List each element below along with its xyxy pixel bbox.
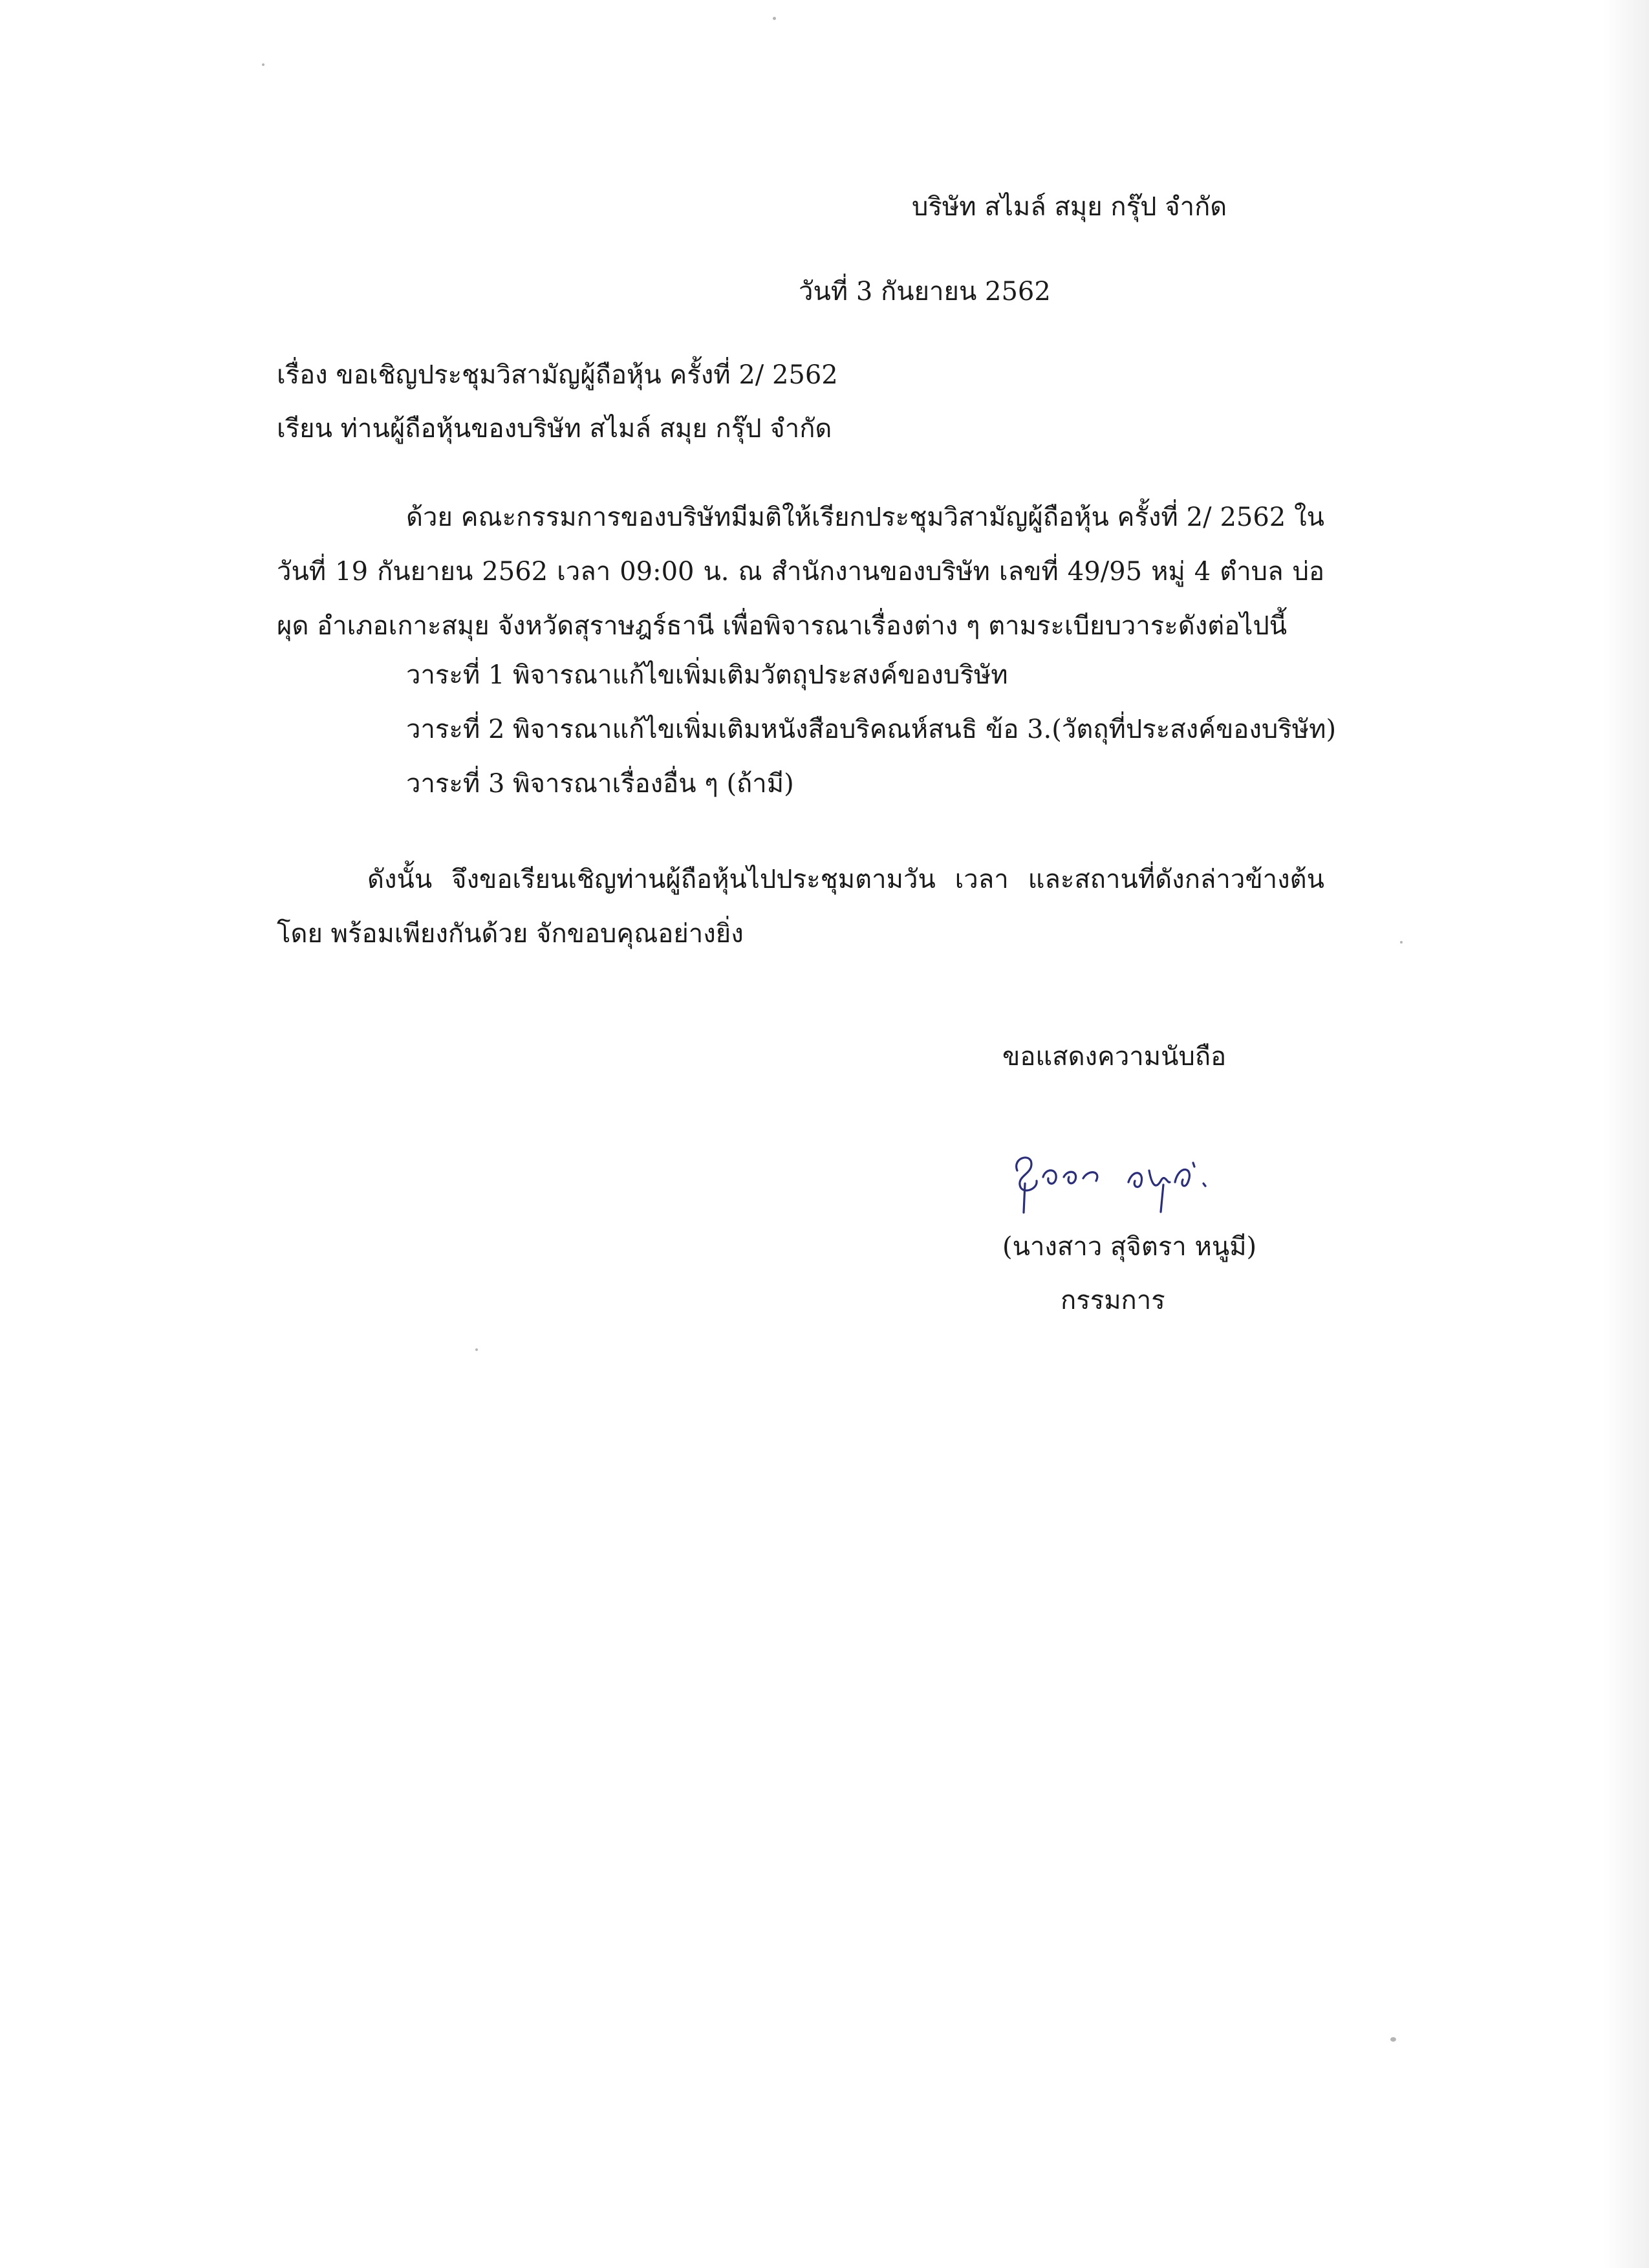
closing-salutation: ขอแสดงความนับถือ — [1002, 1042, 1227, 1072]
scan-speck — [475, 1348, 478, 1351]
letter-subject: เรื่อง ขอเชิญประชุมวิสามัญผู้ถือหุ้น ครั้งที่ 2/ 2562 — [277, 360, 838, 390]
agenda-item-3: วาระที่ 3 พิจารณาเรื่องอื่น ๆ (ถ้ามี) — [406, 769, 794, 799]
body-paragraph: ด้วย คณะกรรมการของบริษัทมีมติให้เรียกประชุมวิสามัญผู้ถือหุ้น ครั้งที่ 2/ 2562 ใน วันที่ 19 กันยายน 2562 เวลา 09:00 น. ณ สำนักงานของบริษัท เลขที่ 49/95 หมู่ 4 ตำบล บ่อผุด อำเภอเกาะสมุย จังหวัดสุราษฎร์ธานี เพื่อพิจารณาเรื่องต่าง ๆ ตามระเบียบวาระดังต่อไปนี้ — [277, 502, 1324, 641]
scan-speck — [1390, 2037, 1396, 2042]
scan-speck — [1400, 941, 1403, 944]
scan-speck — [773, 17, 776, 20]
letter-date: วันที่ 3 กันยายน 2562 — [799, 277, 1051, 307]
scan-edge-shadow — [1604, 0, 1649, 2268]
agenda-item-2: วาระที่ 2 พิจารณาแก้ไขเพิ่มเติมหนังสือบริคณห์สนธิ ข้อ 3.(วัตถุที่ประสงค์ของบริษัท) — [406, 715, 1337, 744]
invitation-paragraph: ดังนั้น จึงขอเรียนเชิญท่านผู้ถือหุ้นไปประชุมตามวัน เวลา และสถานที่ดังกล่าวข้างต้นโดย พร้อมเพียงกันด้วย จักขอบคุณอย่างยิ่ง — [277, 865, 1324, 949]
signer-name: (นางสาว สุจิตรา หนูมี) — [1002, 1232, 1257, 1262]
signer-title: กรรมการ — [1061, 1286, 1165, 1315]
scan-speck — [262, 63, 264, 66]
company-header: บริษัท สไมล์ สมุย กรุ๊ป จำกัด — [912, 192, 1227, 222]
letter-recipient: เรียน ท่านผู้ถือหุ้นของบริษัท สไมล์ สมุย กรุ๊ป จำกัด — [277, 414, 832, 444]
agenda-item-1: วาระที่ 1 พิจารณาแก้ไขเพิ่มเติมวัตถุประสงค์ของบริษัท — [406, 660, 1008, 690]
handwritten-signature — [1006, 1145, 1238, 1216]
